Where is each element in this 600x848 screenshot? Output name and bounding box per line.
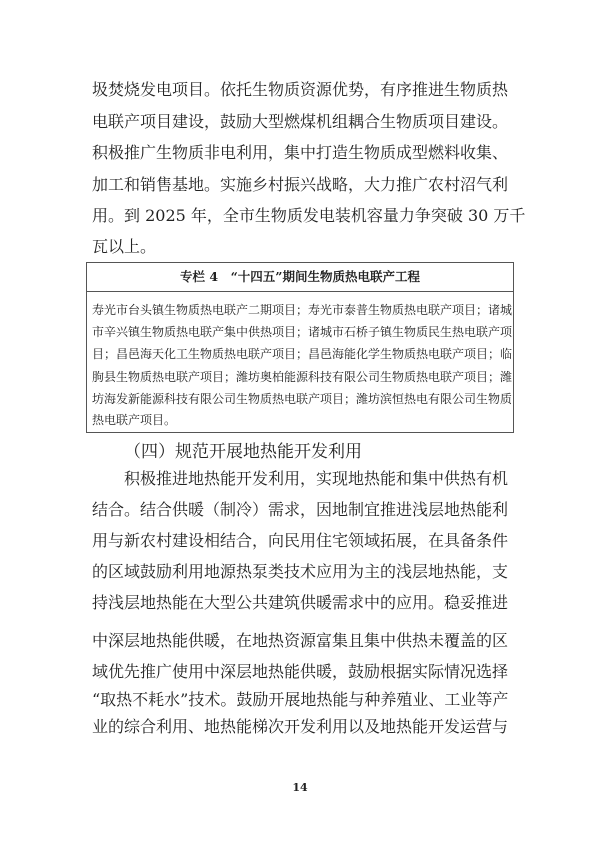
box-line: 坊海发新能源科技有限公司生物质热电联产项目；潍坊滨恒热电有限公司生物质 bbox=[92, 392, 513, 406]
text-line: 电联产项目建设，鼓励大型燃煤机组耦合生物质项目建设。 bbox=[92, 112, 509, 131]
text-line: 圾焚烧发电项目。依托生物质资源优势，有序推进生物质热 bbox=[92, 80, 509, 99]
text-line: 的区域鼓励利用地源热泵类技术应用为主的浅层地热能，支 bbox=[92, 562, 509, 581]
text-line: 积极推进地热能开发利用，实现地热能和集中供热有机 bbox=[92, 469, 509, 488]
text-line: 中深层地热能供暖，在地热资源富集且集中供热未覆盖的区 bbox=[92, 631, 509, 650]
section-heading: （四）规范开展地热能开发利用 bbox=[124, 442, 362, 462]
text-line: 积极推广生物质非电利用，集中打造生物质成型燃料收集、 bbox=[92, 143, 509, 162]
text-line: “取热不耗水”技术。鼓励开展地热能与种养殖业、工业等产 bbox=[92, 690, 509, 709]
box-line: 热电联产项目。 bbox=[92, 413, 177, 427]
text-line: 瓦以上。 bbox=[92, 237, 157, 256]
box-line: 朐县生物质热电联产项目；潍坊奥柏能源科技有限公司生物质热电联产项目；潍 bbox=[92, 370, 513, 384]
box-line: 寿光市台头镇生物质热电联产二期项目；寿光市泰普生物质热电联产项目；诸城 bbox=[92, 303, 513, 317]
box-line: 目；昌邑海天化工生物质热电联产项目；昌邑海能化学生物质热电联产项目；临 bbox=[92, 347, 513, 361]
text-line: 用。到 2025 年，全市生物质发电装机容量力争突破 30 万千 bbox=[92, 206, 526, 225]
text-line: 加工和销售基地。实施乡村振兴战略，大力推广农村沼气利 bbox=[92, 175, 509, 194]
box-title: 专栏 4 “十四五”期间生物质热电联产工程 bbox=[87, 263, 513, 292]
text-line: 用与新农村建设相结合，向民用住宅领域拓展，在具备条件 bbox=[92, 531, 509, 550]
box-line: 市辛兴镇生物质热电联产集中供热项目；诸城市石桥子镇生物质民生热电联产项 bbox=[92, 325, 513, 339]
project-box bbox=[86, 262, 514, 433]
text-line: 结合。结合供暖（制冷）需求，因地制宜推进浅层地热能利 bbox=[92, 500, 509, 519]
text-line: 域优先推广使用中深层地热能供暖，鼓励根据实际情况选择 bbox=[92, 662, 509, 681]
text-line: 持浅层地热能在大型公共建筑供暖需求中的应用。稳妥推进 bbox=[92, 593, 509, 612]
page-number: 14 bbox=[292, 781, 308, 794]
text-line: 业的综合利用、地热能梯次开发利用以及地热能开发运营与 bbox=[92, 717, 509, 736]
